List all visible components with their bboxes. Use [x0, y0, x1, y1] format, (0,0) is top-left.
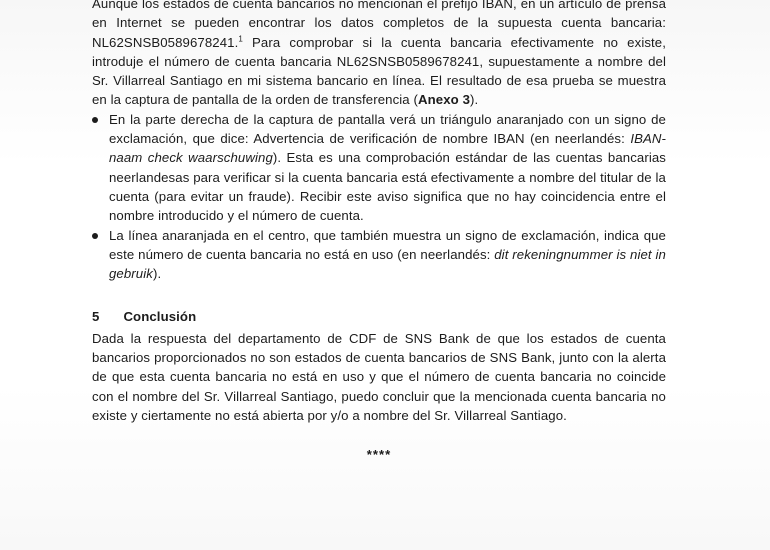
section-heading — [92, 307, 666, 326]
annex-reference: Anexo 3 — [418, 92, 471, 108]
document-body — [92, 0, 666, 465]
section-number: 5 — [92, 309, 100, 325]
bullet-item — [92, 110, 666, 226]
intro-line: supuestamente a nombre del Sr. Villarreal Santiago en mi sistema bancario en línea. El — [92, 53, 666, 89]
bullet-text: ). Esta es una comprobación estándar de las cuentas bancarias neerlandesas para verificar si la cuenta bancaria está efectivamente a nombre del titular de la cuenta (para evitar un fraude). Recibir este aviso significa que no hay coincidencia entre el nombre introducido y el número de cuenta. — [109, 150, 666, 224]
intro-line: Para comprobar si la cuenta bancaria efectivamente — [242, 34, 595, 50]
conclusion-paragraph: Dada la respuesta del departamento de CDF de SNS Bank de que los estados de cuenta bancarios proporcionados no son estados de cuenta bancarios de SNS Bank, junto con la alerta de que esta cuenta bancaria no está en uso y que el número de cuenta bancaria no coincide con el nombre del Sr. Villarreal Santiago, puedo concluir que la mencionada cuenta bancaria no existe y ciertamente no está abierta por y/o a nombre del Sr. Villarreal Santiago. — [92, 330, 666, 423]
end-marker: **** — [366, 447, 392, 463]
bullet-text: La línea anaranjada en el centro, que también muestra un signo de exclamación, indica que este número de cuenta bancaria no está en uso (en neerlandés: — [109, 227, 666, 262]
bullet-text: En la parte derecha de la captura de pantalla verá un triángulo anaranjado con un signo de exclamación, que dice: Advertencia de verificación de nombre IBAN (en neerlandés: — [109, 111, 666, 147]
intro-line: Aunque los estados de cuenta bancarios no mencionan el prefijo IBAN, en un artículo de — [92, 0, 622, 11]
intro-line: ). — [470, 92, 479, 108]
bullet-dutch-term: dit rekeningnummer is niet in gebruik — [109, 246, 666, 282]
bullet-list — [92, 110, 666, 284]
bullet-item — [92, 226, 666, 284]
bullet-icon — [92, 117, 98, 123]
intro-line: transferencia ( — [332, 92, 418, 108]
bullet-dutch-term: IBAN-naam check waarschuwing — [109, 131, 666, 166]
intro-paragraph — [92, 0, 666, 110]
footnote-reference[interactable]: 1 — [238, 34, 243, 44]
intro-line: no existe, introduje el número de cuenta bancaria NL62SNSB0589678241, — [92, 34, 666, 69]
bullet-text: ). — [152, 266, 162, 282]
section-title: Conclusión — [123, 309, 197, 325]
intro-line: prensa en Internet se pueden encontrar los datos completos de la supuesta cuenta — [92, 0, 667, 31]
bullet-icon — [92, 233, 98, 239]
intro-line: resultado de esa prueba se muestra en la captura de pantalla de la orden de — [92, 73, 667, 108]
intro-line: bancaria: NL62SNSB0589678241. — [92, 15, 666, 50]
